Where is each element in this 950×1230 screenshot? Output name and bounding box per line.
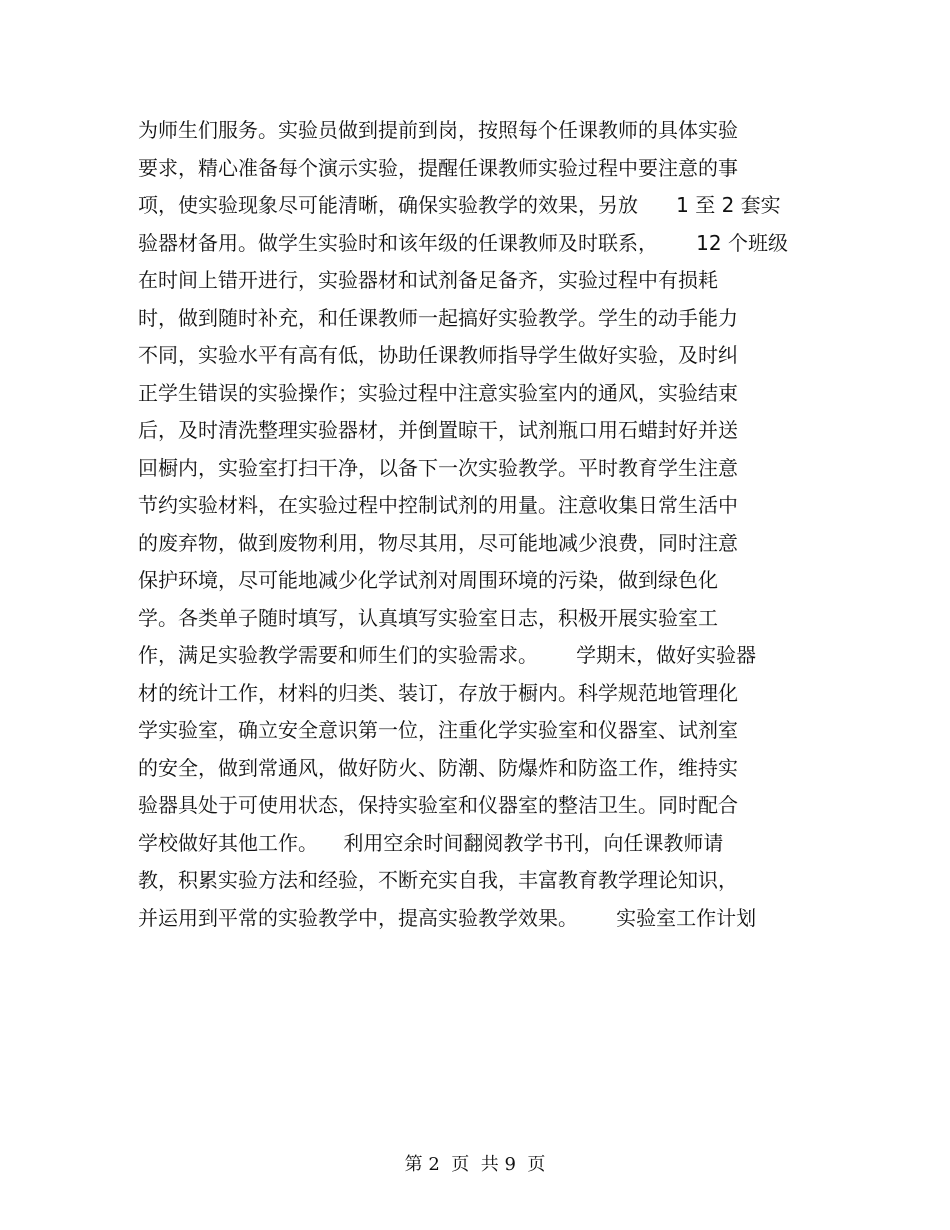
text-line: 验器具处于可使用状态，保持实验室和仪器室的整洁卫生。同时配合 xyxy=(138,793,738,817)
text-line: 保护环境，尽可能地减少化学试剂对周围环境的污染，做到绿色化 xyxy=(138,568,718,592)
text-line: 学实验室，确立安全意识第一位，注重化学实验室和仪器室、试剂室 xyxy=(138,718,738,742)
page-number-footer: 第 2 页 共 9 页 xyxy=(404,1154,546,1175)
text-line: 时，做到随时补充，和任课教师一起搞好实验教学。学生的动手能力 xyxy=(138,305,738,330)
text-line: 学。各类单子随时填写，认真填写实验室日志，积极开展实验室工 xyxy=(138,605,718,630)
text-line: 正学生错误的实验操作；实验过程中注意实验室内的通风，实验结束 xyxy=(138,380,738,405)
body-text xyxy=(138,112,818,937)
text-line: 在时间上错开进行，实验器材和试剂备足备齐，实验过程中有损耗 xyxy=(138,268,718,292)
text-line: 学校做好其他工作。 利用空余时间翻阅教学书刊，向任课教师请 xyxy=(138,830,724,855)
text-line: 不同，实验水平有高有低，协助任课教师指导学生做好实验，及时纠 xyxy=(138,343,738,367)
text-line: 作，满足实验教学需要和师生们的实验需求。 学期末，做好实验器 xyxy=(138,643,757,667)
text-line: 验器材备用。做学生实验时和该年级的任课教师及时联系， 12 个班级 xyxy=(138,230,788,255)
text-line: 项，使实验现象尽可能清晰，确保实验教学的效果，另放 1 至 2 套实 xyxy=(138,193,781,217)
text-line: 的废弃物，做到废物利用，物尽其用，尽可能地减少浪费，同时注意 xyxy=(138,530,738,555)
text-line: 节约实验材料，在实验过程中控制试剂的用量。注意收集日常生活中 xyxy=(138,493,738,517)
text-line: 并运用到平常的实验教学中，提高实验教学效果。 实验室工作计划 xyxy=(138,905,757,930)
text-line: 教，积累实验方法和经验，不断充实自我，丰富教育教学理论知识， xyxy=(138,868,738,892)
text-line: 材的统计工作，材料的归类、装订，存放于橱内。科学规范地管理化 xyxy=(138,680,738,705)
text-line: 后，及时清洗整理实验器材，并倒置晾干，试剂瓶口用石蜡封好并送 xyxy=(138,418,738,442)
text-line: 回橱内，实验室打扫干净，以备下一次实验教学。平时教育学生注意 xyxy=(138,455,738,480)
text-line: 要求，精心准备每个演示实验，提醒任课教师实验过程中要注意的事 xyxy=(138,155,738,180)
text-line: 为师生们服务。实验员做到提前到岗，按照每个任课教师的具体实验 xyxy=(138,118,738,142)
text-line: 的安全，做到常通风，做好防火、防潮、防爆炸和防盗工作，维持实 xyxy=(138,755,738,780)
